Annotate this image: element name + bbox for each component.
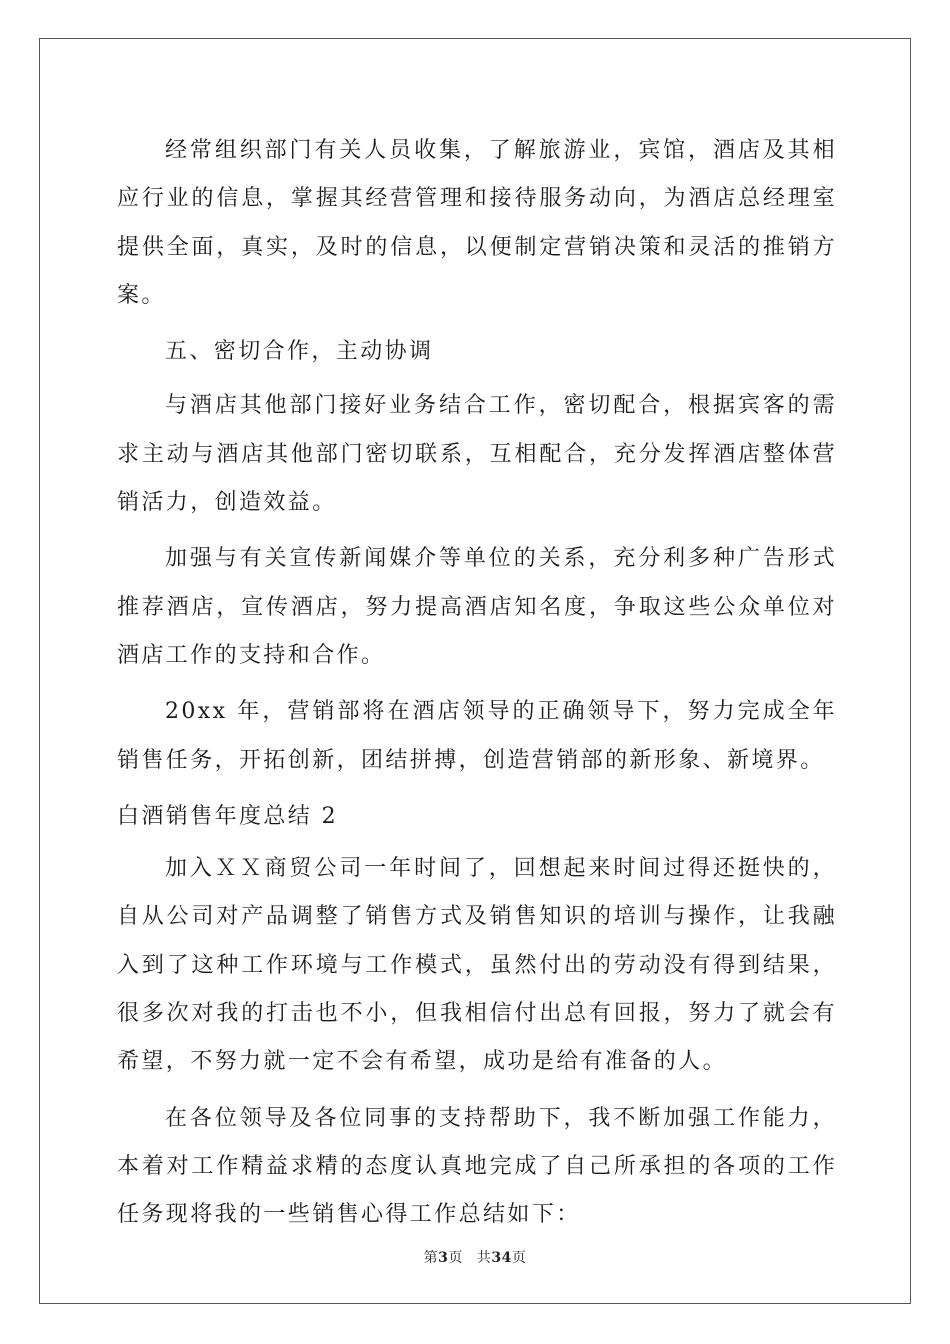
page-number: 3 bbox=[438, 1250, 449, 1266]
document-title: 白酒销售年度总结 2 bbox=[117, 803, 338, 829]
page-footer bbox=[0, 1247, 950, 1267]
page-prefix: 第 bbox=[423, 1250, 439, 1266]
paragraph: 在各位领导及各位同事的支持帮助下，我不断加强工作能力，本着对工作精益求精的态度认真地完成了自己所承担的各项的工作任务现将我的一些销售心得工作总结如下： bbox=[117, 1105, 837, 1228]
paragraph: 与酒店其他部门接好业务结合工作，密切配合，根据宾客的需求主动与酒店其他部门密切联系，互相配合，充分发挥酒店整体营销活力，创造效益。 bbox=[117, 393, 837, 516]
page-label: 页 bbox=[448, 1250, 463, 1266]
paragraph: 经常组织部门有关人员收集，了解旅游业，宾馆，酒店及其相应行业的信息，掌握其经营管理和接待服务动向，为酒店总经理室提供全面，真实，及时的信息，以便制定营销决策和灵活的推销方案。 bbox=[117, 138, 837, 308]
document-body bbox=[117, 127, 837, 1248]
section-heading: 五、密切合作，主动协调 bbox=[165, 339, 434, 365]
total-suffix: 页 bbox=[511, 1250, 527, 1266]
paragraph: 加入ＸＸ商贸公司一年时间了，回想起来时间过得还挺快的，自从公司对产品调整了销售方式及销售知识的培训与操作，让我融入到了这种工作环境与工作模式，虽然付出的劳动没有得到结果，很多次对我的打击也不小，但我相信付出总有回报，努力了就会有希望，不努力就一定不会有希望，成功是给有准备的人。 bbox=[117, 856, 837, 1075]
total-prefix: 共 bbox=[476, 1250, 492, 1266]
paragraph: 加强与有关宣传新闻媒介等单位的关系，充分利多种广告形式推荐酒店，宣传酒店，努力提高酒店知名度，争取这些公众单位对酒店工作的支持和合作。 bbox=[117, 546, 837, 668]
paragraph: 20xx 年，营销部将在酒店领导的正确领导下，努力完成全年销售任务，开拓创新，团结拼搏，创造营销部的新形象、新境界。 bbox=[117, 699, 837, 773]
page-total: 34 bbox=[491, 1250, 512, 1266]
